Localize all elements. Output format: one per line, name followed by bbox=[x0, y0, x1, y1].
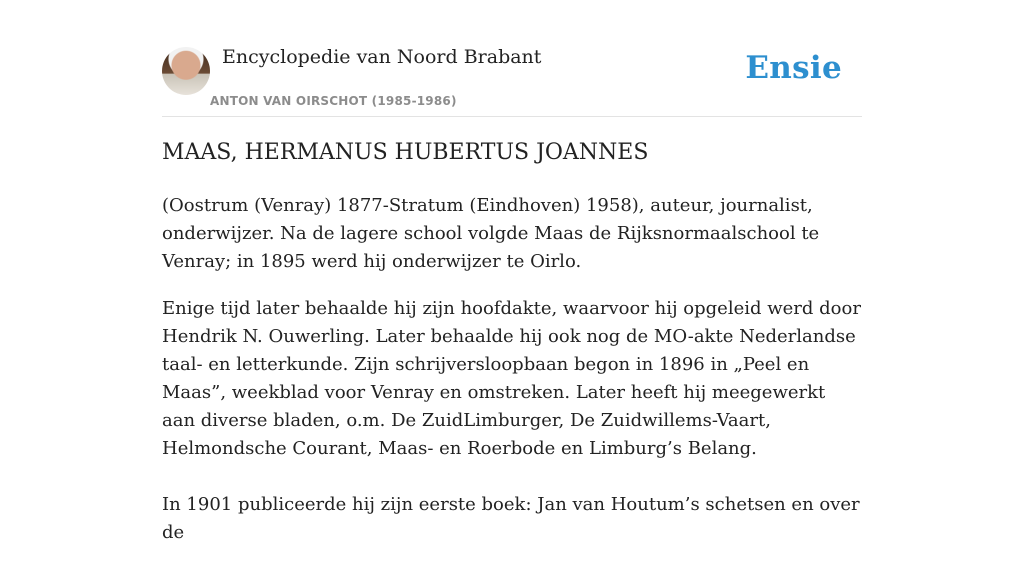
ensie-logo-link[interactable]: Ensie bbox=[745, 50, 842, 86]
article-paragraph: Enige tijd later behaalde hij zijn hoofdakte, waarvoor hij opgeleid werd door Hendrik N. Ouwerling. Later behaalde hij ook nog de MO-akte Nederlandse taal- en letterkunde. Zijn schrijversloopbaan begon in 1896 in „Peel en Maas”, weekblad voor Venray en omstreken. Later heeft hij meegewerkt aan diverse bladen, o.m. De ZuidLimburger, De Zuidwillems-Vaart, Helmondsche Courant, Maas- en Roerbode en Limburg’s Belang. bbox=[162, 298, 861, 459]
article-title: MAAS, HERMANUS HUBERTUS JOANNES bbox=[162, 140, 649, 165]
author-name[interactable]: ANTON VAN OIRSCHOT (1985-1986) bbox=[210, 94, 457, 108]
article-paragraph: In 1901 publiceerde hij zijn eerste boek: Jan van Houtum’s schetsen en over de bbox=[162, 494, 860, 543]
article-body bbox=[162, 192, 862, 566]
encyclopedia-title[interactable]: Encyclopedie van Noord Brabant bbox=[222, 46, 542, 68]
article-header bbox=[162, 40, 862, 117]
author-avatar[interactable] bbox=[162, 47, 210, 95]
article-paragraph: (Oostrum (Venray) 1877-Stratum (Eindhoven) 1958), auteur, journalist, onderwijzer. Na de lagere school volgde Maas de Rijksnormaalschool te Venray; in 1895 werd hij onderwijzer te Oirlo. bbox=[162, 195, 820, 272]
